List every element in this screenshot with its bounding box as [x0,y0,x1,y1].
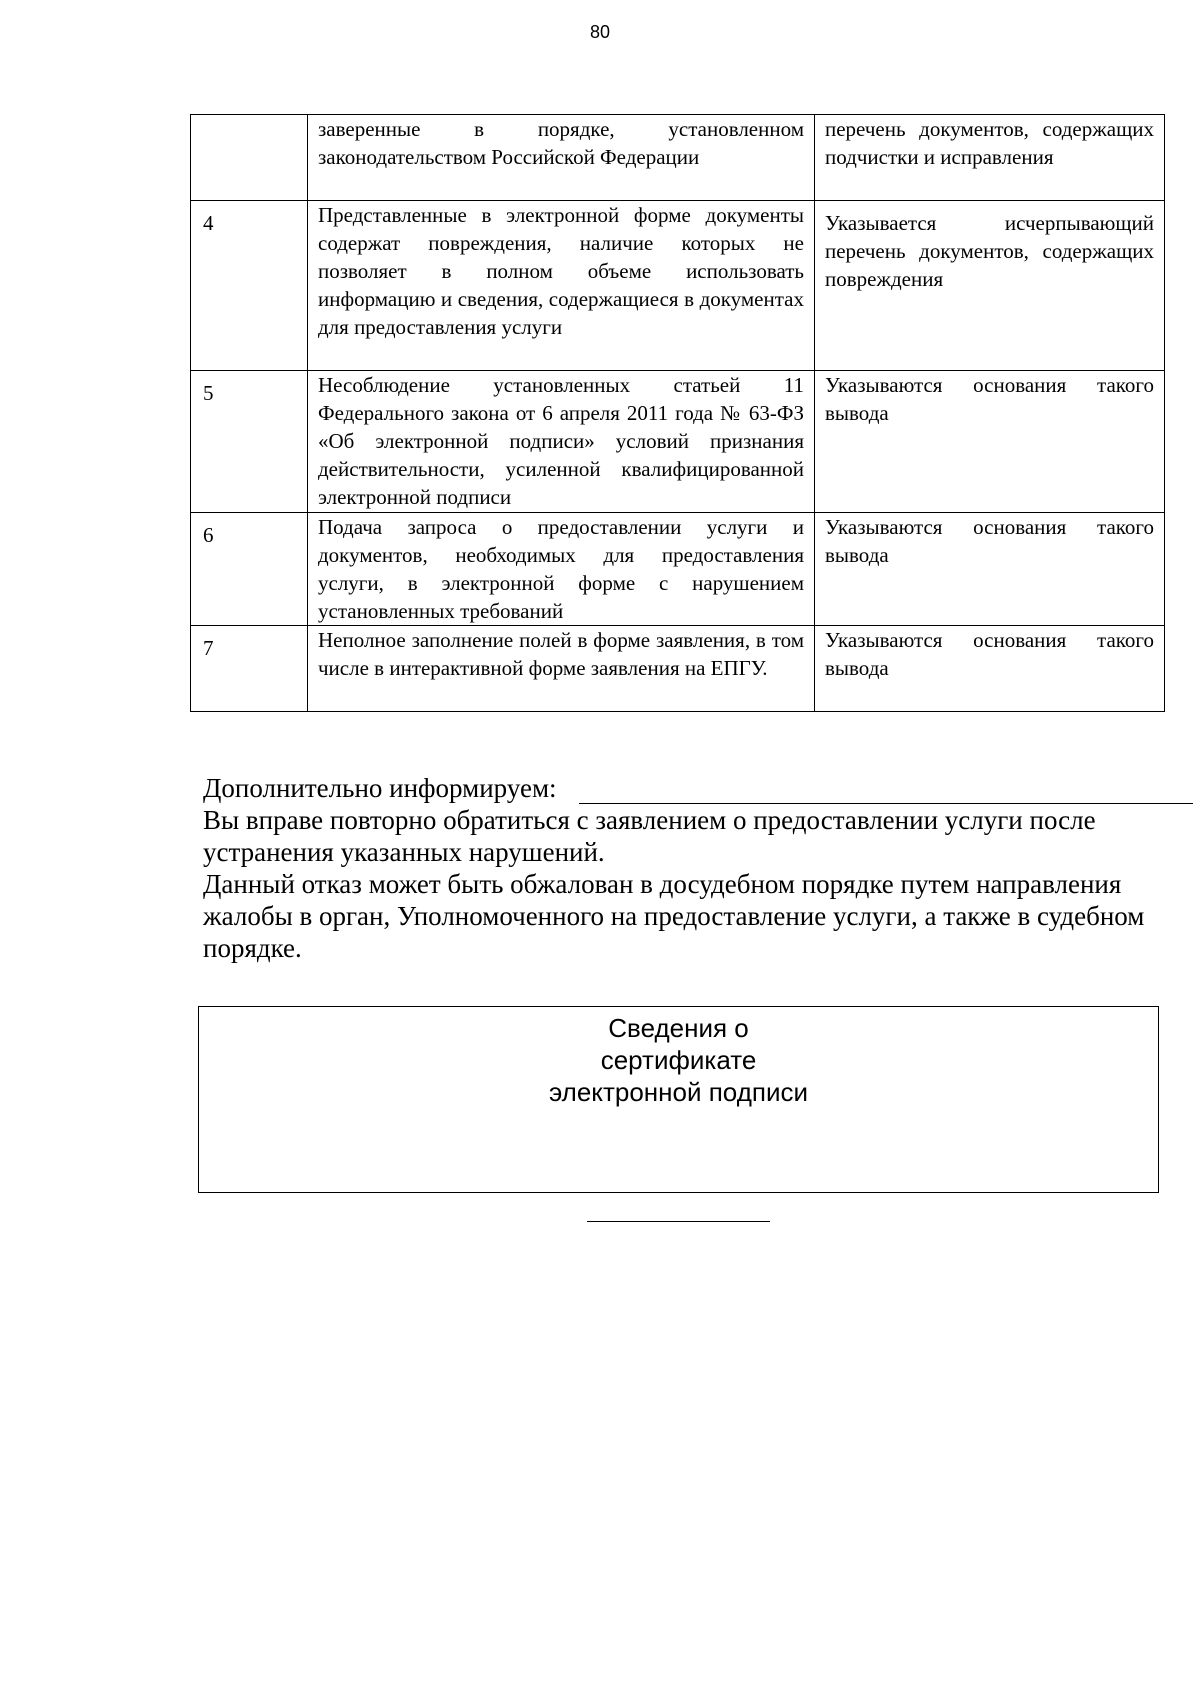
table-row [191,626,1165,712]
certificate-info-label: Сведения о сертификате электронной подписи [548,1013,808,1107]
row-number [191,115,308,201]
reapply-notice: Вы вправе повторно обратиться с заявлением о предоставлении услуги после устранения указанных нарушений. [203,805,1096,867]
table-row [191,201,1165,371]
refusal-explanation: Указываются основания такого вывода [815,371,1165,513]
signature-rule [587,1221,770,1222]
row-number: 4 [191,201,308,371]
refusal-reason: Представленные в электронной форме документы содержат повреждения, наличие которых не позволяет в полном объеме использовать информацию и сведения, содержащиеся в документах для предоставления услуги [308,201,815,371]
refusal-explanation: Указывается исчерпывающий перечень документов, содержащих повреждения [815,201,1165,371]
refusal-reason: Неполное заполнение полей в форме заявления, в том числе в интерактивной форме заявления на ЕПГУ. [308,626,815,712]
table-row [191,513,1165,626]
row-number: 7 [191,626,308,712]
additional-info-line [203,772,1193,804]
additional-info [203,772,1193,964]
refusal-reason: Подача запроса о предоставлении услуги и документов, необходимых для предоставления услуги, в электронной форме с нарушением установленных требований [308,513,815,626]
additional-info-label: Дополнительно информируем: [203,773,557,803]
row-number: 5 [191,371,308,513]
page-number: 80 [589,22,611,42]
table-row [191,371,1165,513]
refusal-explanation: Указываются основания такого вывода [815,626,1165,712]
table-row [191,115,1165,201]
refusal-explanation: перечень документов, содержащих подчистки и исправления [815,115,1165,201]
refusal-reason: Несоблюдение установленных статьей 11 Федерального закона от 6 апреля 2011 года № 63-ФЗ «Об электронной подписи» условий признания действительности, усиленной квалифицированной электронной подписи [308,371,815,513]
refusal-reason: заверенные в порядке, установленном законодательством Российской Федерации [308,115,815,201]
signature-certificate-box [198,1006,1159,1193]
refusal-explanation: Указываются основания такого вывода [815,513,1165,626]
appeal-notice: Данный отказ может быть обжалован в досудебном порядке путем направления жалобы в орган, Уполномоченного на предоставление услуги, а также в судебном порядке. [203,869,1145,963]
refusal-reasons-table [190,114,1165,712]
additional-info-blank [579,779,1193,804]
row-number: 6 [191,513,308,626]
